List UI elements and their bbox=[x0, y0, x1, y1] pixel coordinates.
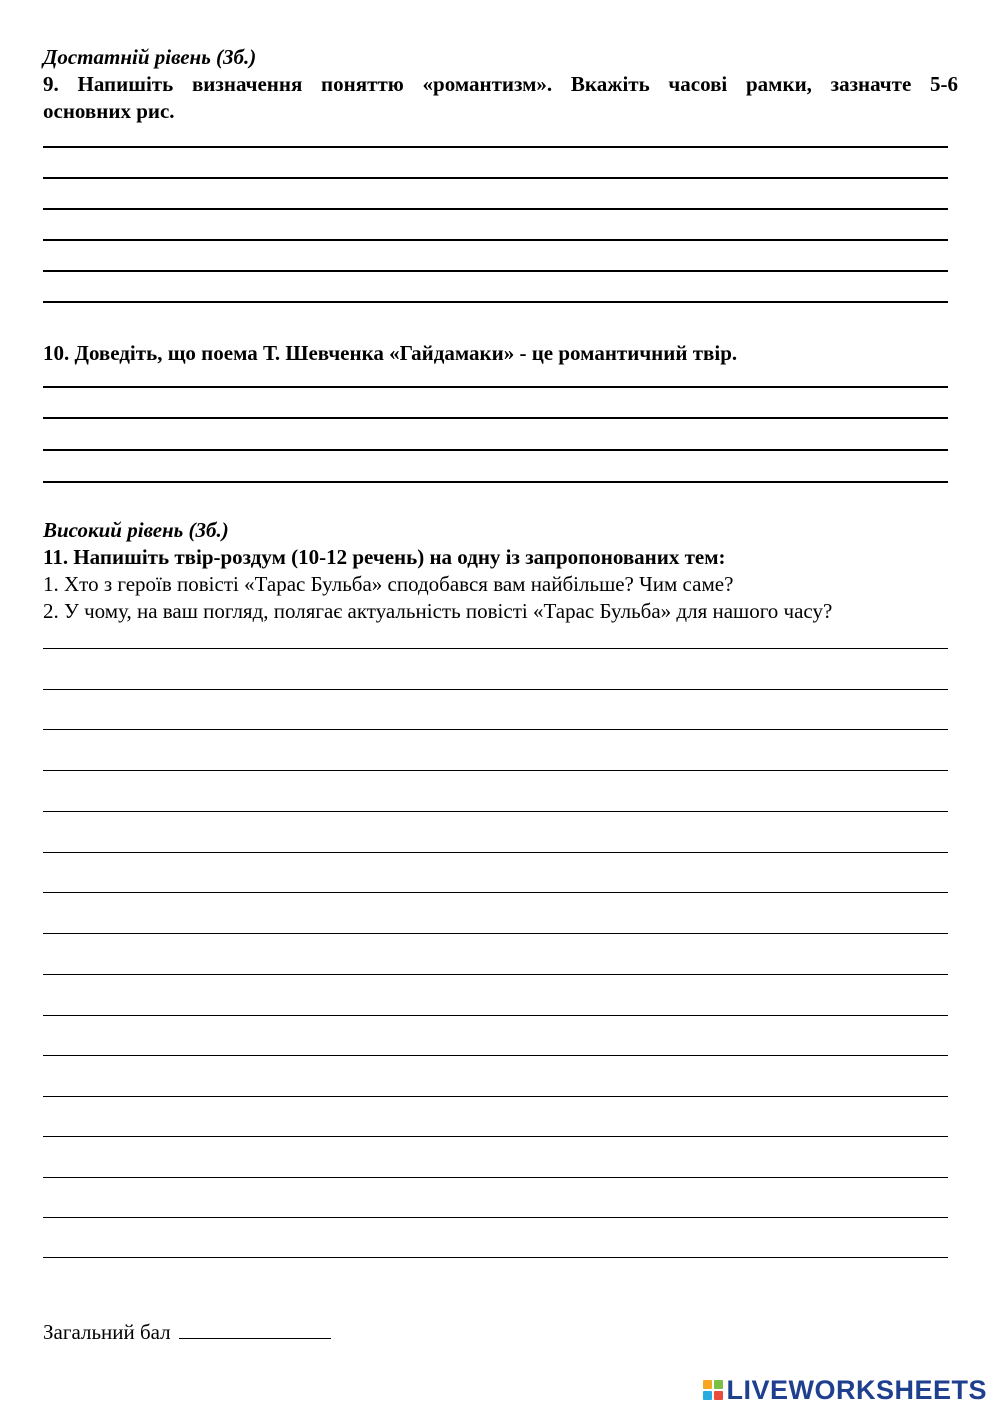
answer-line[interactable] bbox=[43, 1096, 948, 1097]
level-heading-sufficient: Достатній рівень (3б.) bbox=[43, 45, 257, 69]
answer-line[interactable] bbox=[43, 648, 948, 649]
answer-line[interactable] bbox=[43, 811, 948, 812]
answer-line[interactable] bbox=[43, 481, 948, 483]
question-10: 10. Доведіть, що поема Т. Шевченка «Гайдамаки» - це романтичний твір. bbox=[43, 341, 738, 365]
answer-line[interactable] bbox=[43, 386, 948, 388]
answer-line[interactable] bbox=[43, 301, 948, 303]
answer-line[interactable] bbox=[43, 1136, 948, 1137]
answer-line[interactable] bbox=[43, 417, 948, 419]
question-9-line-2: основних рис. bbox=[43, 99, 175, 123]
question-11: 11. Напишіть твір-роздум (10-12 речень) на одну із запропонованих тем: bbox=[43, 545, 726, 569]
question-9-line-1: 9. Напишіть визначення поняттю «романтизм». Вкажіть часові рамки, зазначте 5-6 bbox=[43, 72, 958, 96]
answer-line[interactable] bbox=[43, 974, 948, 975]
essay-topic-2: 2. У чому, на ваш погляд, полягає актуальність повісті «Тарас Бульба» для нашого часу? bbox=[43, 599, 833, 623]
answer-line[interactable] bbox=[43, 177, 948, 179]
essay-topic-1: 1. Хто з героїв повісті «Тарас Бульба» сподобався вам найбільше? Чим саме? bbox=[43, 572, 734, 596]
answer-line[interactable] bbox=[43, 892, 948, 893]
total-score bbox=[43, 1318, 331, 1346]
liveworksheets-logo-icon bbox=[703, 1380, 723, 1400]
answer-line[interactable] bbox=[43, 1015, 948, 1016]
answer-line[interactable] bbox=[43, 239, 948, 241]
answer-line[interactable] bbox=[43, 689, 948, 690]
answer-line[interactable] bbox=[43, 933, 948, 934]
answer-line[interactable] bbox=[43, 770, 948, 771]
answer-line[interactable] bbox=[43, 1217, 948, 1218]
answer-line[interactable] bbox=[43, 208, 948, 210]
answer-line[interactable] bbox=[43, 146, 948, 148]
answer-line[interactable] bbox=[43, 1177, 948, 1178]
liveworksheets-logo bbox=[703, 1375, 987, 1405]
answer-line[interactable] bbox=[43, 1055, 948, 1056]
total-score-field[interactable] bbox=[179, 1318, 331, 1339]
level-heading-high: Високий рівень (3б.) bbox=[43, 518, 229, 542]
answer-line[interactable] bbox=[43, 729, 948, 730]
answer-line[interactable] bbox=[43, 1257, 948, 1258]
answer-line[interactable] bbox=[43, 852, 948, 853]
total-score-label: Загальний бал bbox=[43, 1320, 171, 1344]
answer-line[interactable] bbox=[43, 449, 948, 451]
liveworksheets-brand-text: LIVEWORKSHEETS bbox=[726, 1374, 987, 1405]
answer-line[interactable] bbox=[43, 270, 948, 272]
